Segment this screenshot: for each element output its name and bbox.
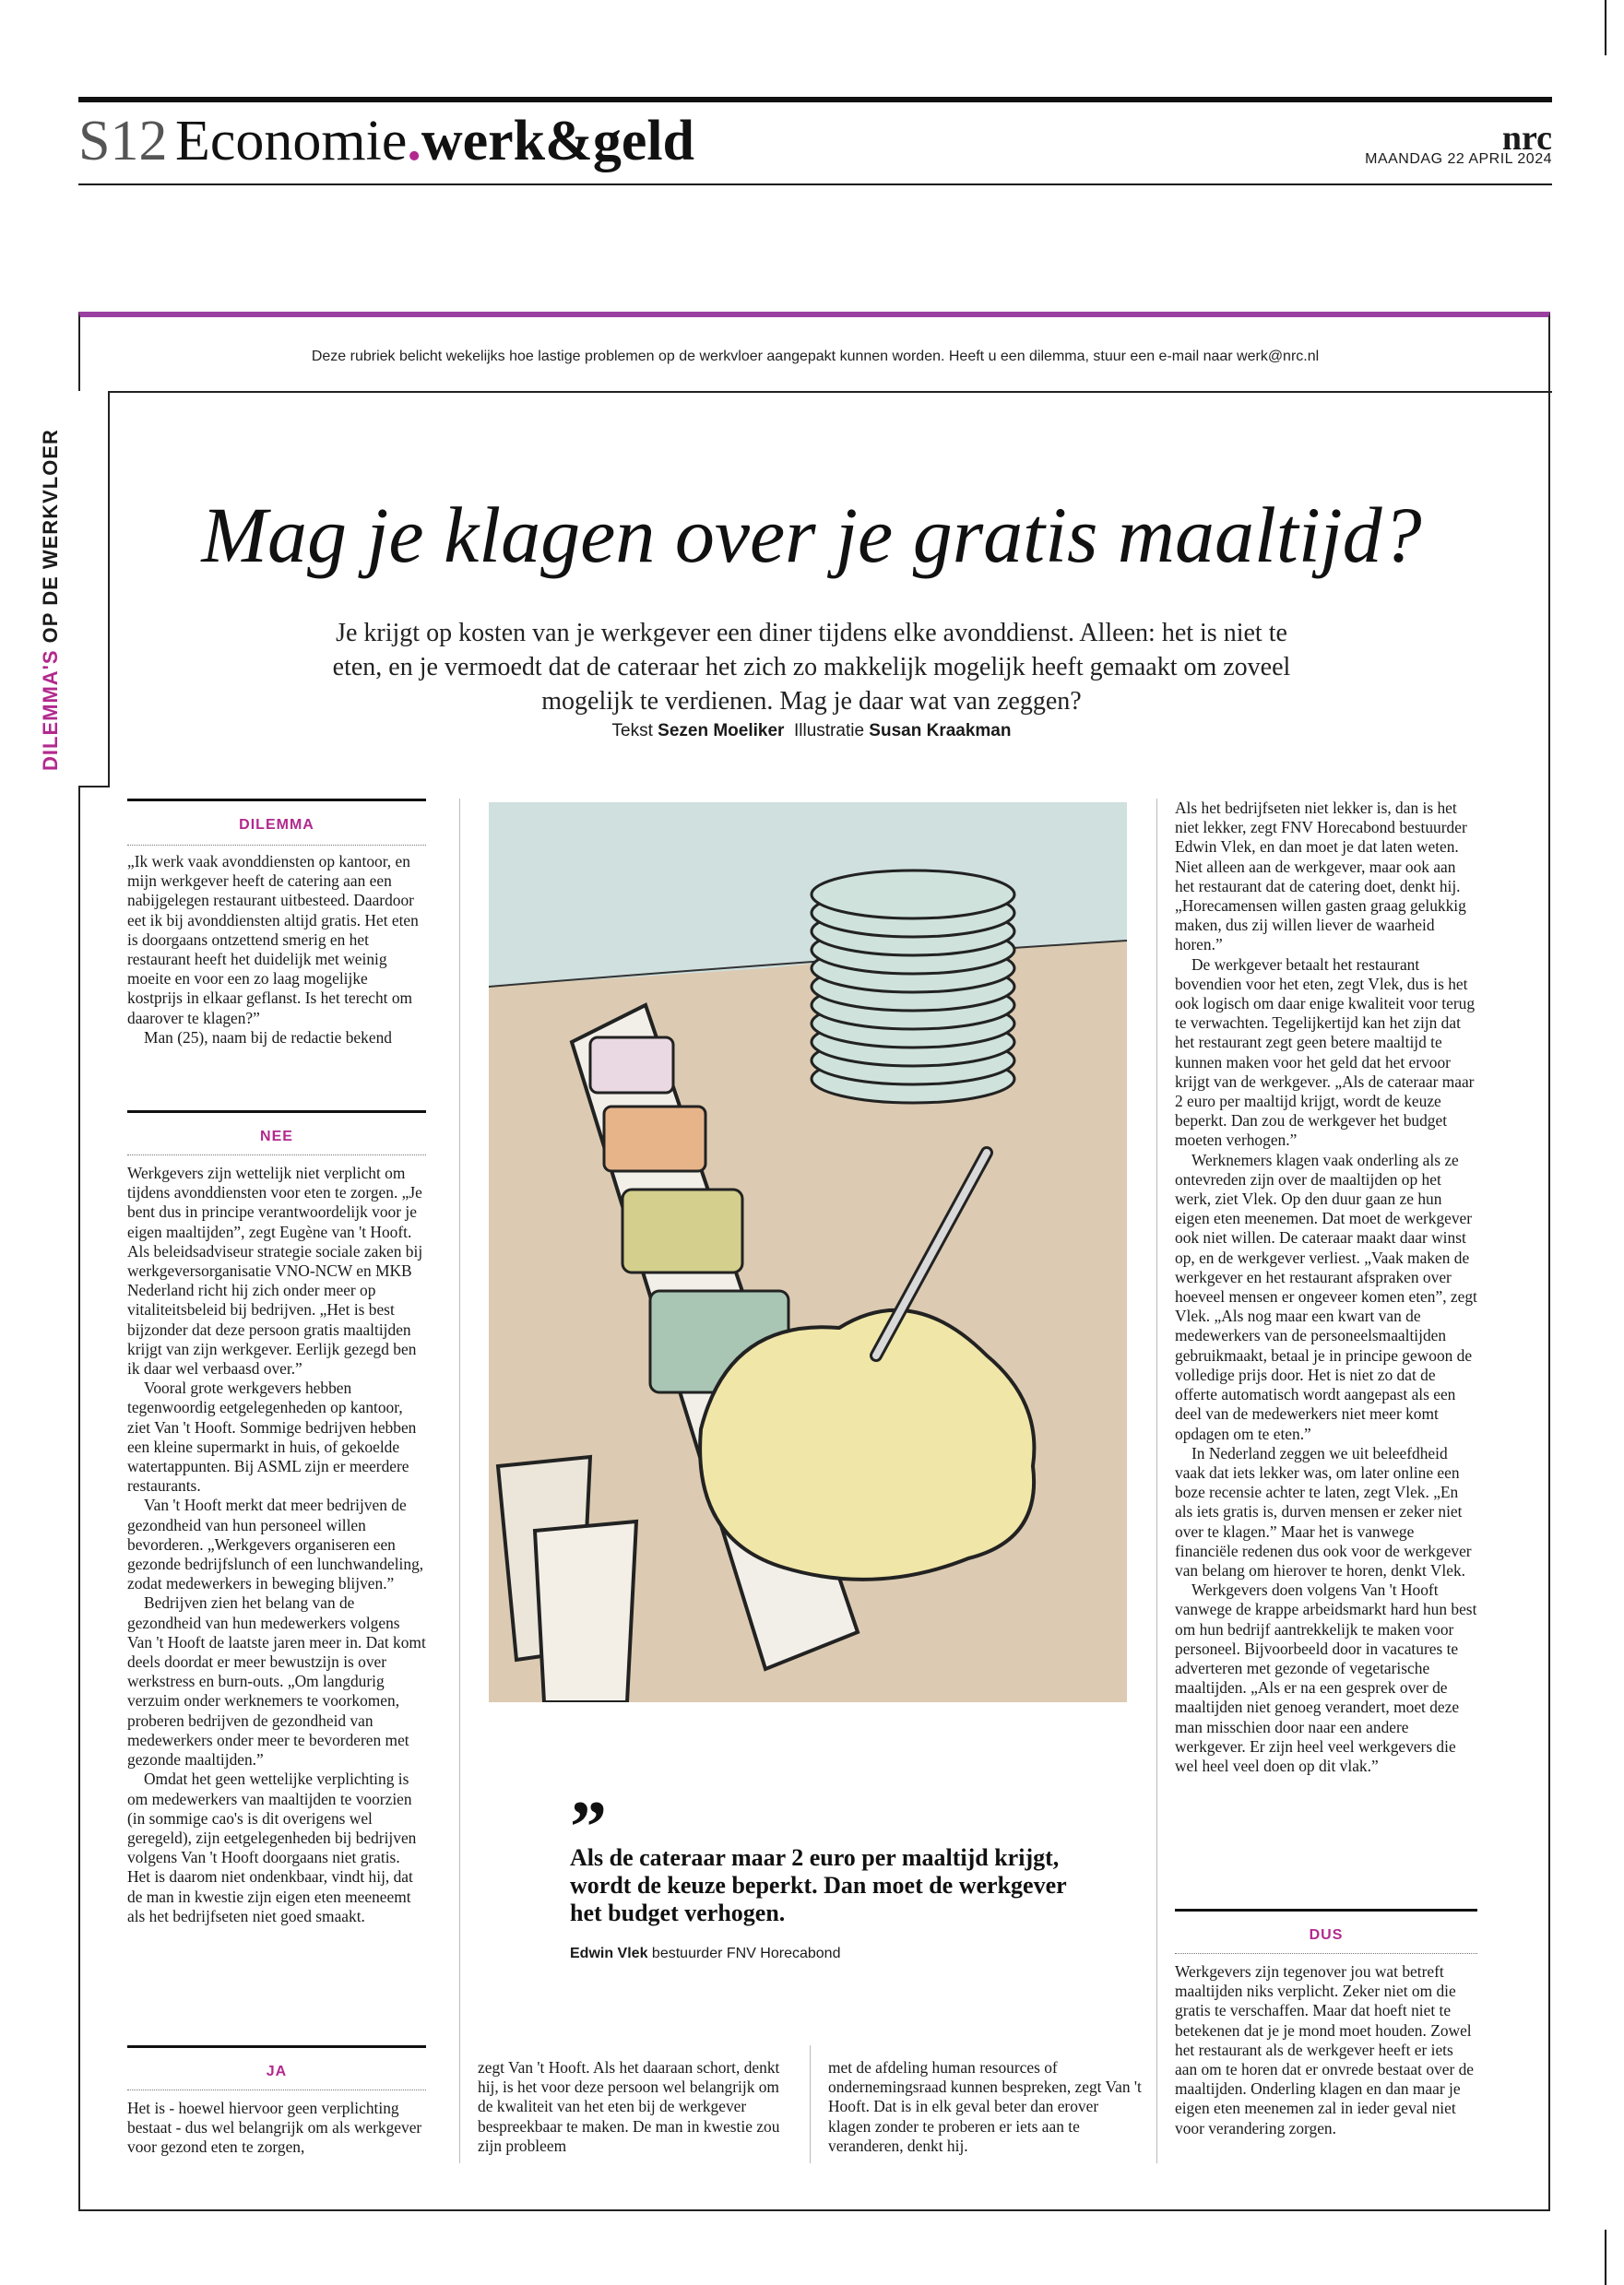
section-dot: .	[407, 110, 421, 172]
ja-text-col2	[478, 2058, 791, 2156]
byline-author: Sezen Moeliker	[658, 721, 785, 740]
right-column-text	[1175, 799, 1477, 1776]
section-name: Economie	[175, 110, 408, 172]
column-divider	[459, 799, 460, 2163]
rubric-part1: DILEMMA'S	[39, 649, 62, 771]
crop-mark-bottom	[1605, 2230, 1606, 2285]
nee-rule	[127, 1110, 426, 1113]
column-divider	[810, 2045, 811, 2163]
pull-quote: Als de cateraar maar 2 euro per maaltijd krijgt, wordt de keuze beperkt. Dan moet de werkgever het budget verhogen.	[570, 1844, 1067, 1926]
quote-source	[570, 1946, 840, 1962]
dus-heading: DUS	[1309, 1927, 1344, 1943]
nee-dotrule	[127, 1154, 426, 1155]
dilemma-question: „Ik werk vaak avonddiensten op kantoor, en mijn werkgever heeft de catering aan een nabijgelegen restaurant uitbesteed. Daardoor eet ik bij avonddiensten altijd gratis. Het eten is doorgaans ontzettend smerig en het restaurant heeft het duidelijk met weinig moeite en voor een zo laag mogelijke kostprijs in elkaar geflanst. Is het terecht om daarover te klagen?”	[127, 852, 419, 1027]
quote-name: Edwin Vlek	[570, 1946, 648, 1961]
ja-heading: JA	[266, 2064, 288, 2079]
ja-paragraph: Het is - hoewel hiervoor geen verplichting bestaat - dus wel belangrijk om als werkgever voor gezond eten te zorgen,	[127, 2099, 422, 2157]
headline: Mag je klagen over je gratis maaltijd?	[201, 491, 1422, 579]
dus-rule	[1175, 1909, 1477, 1912]
right-paragraph: Als het bedrijfseten niet lekker is, dan is het niet lekker, zegt FNV Horecabond bestuurder Edwin Vlek, en dan moet je dat laten weten. Niet alleen aan de werkgever, maar ook aan het restaurant dat de catering doet, denkt hij. „Horecamensen willen gasten graag gelukkig maken, dus zij willen liever de waarheid horen.”	[1175, 799, 1467, 954]
dilemma-signature: Man (25), naam bij de redactie bekend	[144, 1027, 392, 1047]
byline	[332, 721, 1291, 741]
nee-paragraph: Werkgevers zijn wettelijk niet verplicht om tijdens avonddiensten voor eten te zorgen. „Je bent dus in principe verantwoordelijk voor je eigen maaltijden”, zegt Eugène van 't Hooft. Als beleidsadviseur strategie sociale zaken bij werkgeversorganisatie VNO-NCW en MKB Nederland richt hij zich onder meer op vitaliteitsbeleid bij bedrijven. „Het is best bijzonder dat deze persoon gratis maaltijden krijgt van zijn werkgever. Eerlijk gezegd ben ik daar wel verbaasd over.”	[127, 1164, 423, 1379]
rubric-label	[39, 429, 63, 771]
nee-paragraph: Omdat het geen wettelijke verplichting is om medewerkers van maaltijden te voorzien (in sommige cao's is dit overigens wel geregeld), zijn eetgelegenheden bij bedrijven volgens Van 't Hooft doorgaans niet gratis. Het is daarom niet ondenkbaar, vindt hij, dat de man in kwestie zijn eigen eten meeneemt als het bedrijfseten niet goed smaakt.	[127, 1770, 417, 1925]
quote-role: bestuurder FNV Horecabond	[651, 1946, 841, 1961]
intro-text: Deze rubriek belicht wekelijks hoe lastige problemen op de werkvloer aangepakt kunnen worden. Heeft u een dilemma, stuur een e-mail naar werk@nrc.nl	[311, 349, 1320, 364]
dilemma-heading: DILEMMA	[239, 817, 314, 833]
quote-mark-icon: ”	[570, 1787, 607, 1868]
rubric-part2: OP DE WERKVLOER	[39, 429, 62, 644]
column-divider	[1156, 799, 1157, 2163]
crop-mark-top	[1605, 0, 1606, 55]
byline-illustrator: Susan Kraakman	[869, 721, 1012, 740]
dus-text	[1175, 1962, 1477, 2138]
publication-date: MAANDAG 22 APRIL 2024	[1365, 151, 1552, 167]
rubric-tab	[78, 391, 110, 787]
right-paragraph: De werkgever betaalt het restaurant bovendien voor het eten, zegt Vlek, dus is het ook logisch om daar enige kwaliteit voor terug te verwachten. Tegelijkertijd kan het zijn dat het restaurant zegt geen betere maaltijd te kunnen maken voor het geld dat het ervoor krijgt van de werkgever. „Als de cateraar maar 2 euro per maaltijd krijgt, wordt de keuze beperkt. Dan zou de werkgever het budget moeten verhogen.”	[1175, 954, 1476, 1150]
ja-text-col3	[828, 2058, 1142, 2156]
ja-paragraph: met de afdeling human resources of ondernemingsraad kunnen bespreken, zegt Van 't Hooft. Dat is in elk geval beter dan erover klagen zonder te proberen er iets aan te veranderen, denkt hij.	[828, 2058, 1142, 2155]
illustration	[489, 802, 1127, 1702]
nee-paragraph: Bedrijven zien het belang van de gezondheid van hun medewerkers volgens Van 't Hooft de laatste jaren meer in. Dat komt deels doordat er meer bewustzijn is over werkstress en burn-outs. „Om langdurig verzuim onder werknemers te voorkomen, proberen bedrijven de gezondheid van medewerkers onder meer te bevorderen met gezonde maaltijden.”	[127, 1593, 426, 1770]
dilemma-rule	[127, 799, 426, 801]
lead-text: Je krijgt op kosten van je werkgever een diner tijdens elke avonddienst. Alleen: het is niet te eten, en je vermoedt dat de cateraar het zich zo makkelijk mogelijk heeft gemaakt om zoveel mogelijk te verdienen. Mag je daar wat van zeggen?	[332, 619, 1291, 716]
top-rule	[78, 97, 1552, 102]
header-rule	[78, 184, 1552, 185]
right-paragraph: Werkgevers doen volgens Van 't Hooft vanwege de krappe arbeidsmarkt hard hun best om hun bedrijf aantrekkelijk te maken voor personeel. Bijvoorbeeld door in vacatures te adverteren met gezonde of vegetarische maaltijden. „Als er na een gesprek over de maaltijden niet genoeg verandert, moet deze man misschien door naar een andere werkgever. Er zijn heel veel werkgevers die wel heel veel doen op dit vlak.”	[1175, 1581, 1477, 1775]
byline-illus-label: Illustratie	[793, 721, 865, 740]
nee-paragraph: Van 't Hooft merkt dat meer bedrijven de gezondheid van hun personeel willen bevorderen. „Werkgevers organiseren een gezonde bedrijfslunch of een lunchwandeling, zodat medewerkers in beweging blijven.”	[127, 1496, 424, 1593]
subsection-name: werk&geld	[421, 110, 695, 172]
page-number: S12	[78, 110, 168, 172]
intro-rule	[78, 391, 1552, 393]
dus-paragraph: Werkgevers zijn tegenover jou wat betreft maaltijden niks verplicht. Zeker niet om die gratis te verschaffen. Maar dat hoeft niet te betekenen dat je je mond moet houden. Zowel het restaurant als de werkgever heeft er iets aan om te horen dat er onvrede bestaat over de maaltijden. Onderling klagen en dan maar je eigen eten meenemen zal in ieder geval niet voor verandering zorgen.	[1175, 1962, 1474, 2137]
byline-text-label: Tekst	[611, 721, 653, 740]
brand-logo: nrc	[1501, 119, 1552, 158]
food-tray-illustration	[489, 802, 1127, 1702]
dilemma-text	[127, 852, 426, 1048]
nee-text	[127, 1164, 426, 1926]
nee-heading: NEE	[260, 1129, 293, 1144]
ja-rule	[127, 2045, 426, 2048]
ja-text-col1	[127, 2099, 426, 2158]
dilemma-dotrule	[127, 845, 426, 846]
nee-paragraph: Vooral grote werkgevers hebben tegenwoordig eetgelegenheden op kantoor, ziet Van 't Hooft. Sommige bedrijven hebben een kleine supermarkt in huis, of gekoelde watertappunten. Bij ASML zijn er meerdere restaurants.	[127, 1379, 417, 1496]
right-paragraph: In Nederland zeggen we uit beleefdheid vaak dat iets lekker was, om later online een boze recensie achter te laten, zegt Vlek. „En als iets gratis is, durven mensen er zeker niet over te klagen.” Maar het is vanwege financiële redenen dus ook voor de werkgever van belang om hierover te horen, denkt Vlek.	[1175, 1443, 1472, 1580]
section-title	[175, 109, 694, 174]
dus-dotrule	[1175, 1953, 1477, 1954]
right-paragraph: Werknemers klagen vaak onderling als ze ontevreden zijn over de maaltijden op het werk, ziet Vlek. Op den duur gaan ze hun eigen eten meenemen. Dat moet de werkgever ook niet willen. De cateraar maakt daar winst op, en de werkgever verliest. „Vaak maken de werkgever en het restaurant afspraken over hoeveel mensen er ongeveer komen eten”, zegt Vlek. „Als nog maar een kwart van de medewerkers van de personeelsmaaltijden gebruikmaakt, betaal je in principe gewoon de volledige prijs door. Het is niet zo dat de offerte automatisch wordt aangepast als een deel van de medewerkers niet meer komt opdagen om te eten.”	[1175, 1150, 1477, 1443]
ja-paragraph: zegt Van 't Hooft. Als het daaraan schort, denkt hij, is het voor deze persoon wel belangrijk om de kwaliteit van het eten bij de werkgever bespreekbaar te maken. De man in kwestie zou zijn probleem	[478, 2058, 780, 2155]
